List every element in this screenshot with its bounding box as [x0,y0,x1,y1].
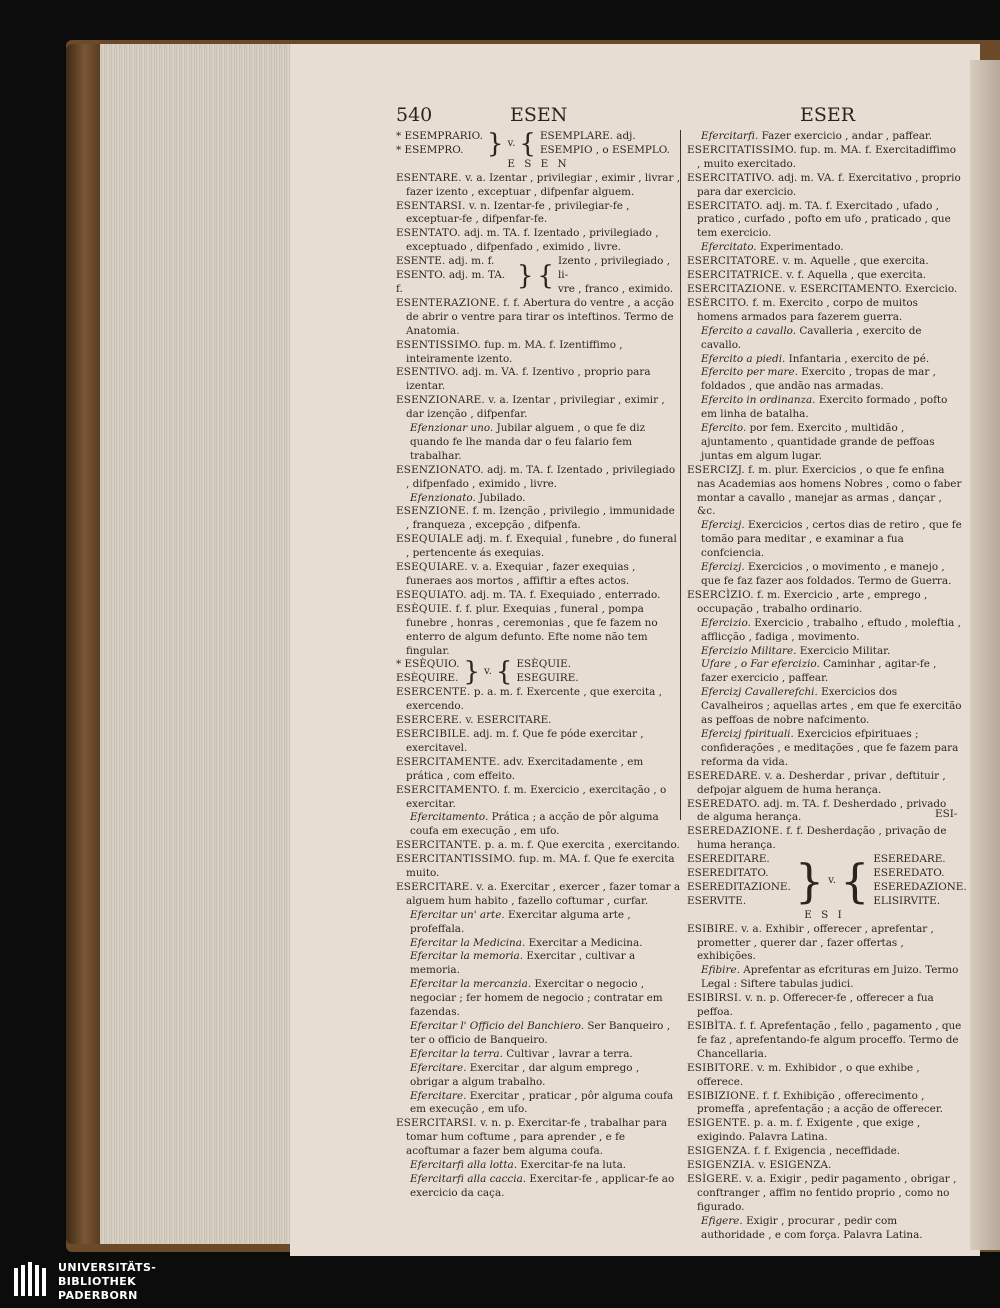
dictionary-entry [396,881,681,909]
entry-definition: v. n. p. Exercitar-fe , trabalhar para tomar hum coftume , para aprender , e fe acoftumar a fazer bem alguma coufa. [406,1117,668,1158]
dictionary-subentry [396,1020,681,1048]
entry-definition: v. m. Exhibidor , o que exhibe , offerece. [697,1061,920,1088]
subentry-definition: Exercicio Militar. [799,644,891,657]
dictionary-entry [396,728,681,756]
dictionary-entry [396,714,681,728]
cross-reference-term: ESENTE. adj. m. f. [396,255,495,268]
entry-definition: f. m. Izenção , privilegio , immunidade , franqueza , excepção , difpenfa. [406,505,675,532]
subentry-phrase: Efercitare. [410,1089,467,1102]
library-line: UNIVERSITÄTS- [58,1261,157,1274]
entry-definition: fup. m. MA. f. Izentiffimo , inteiramente izento. [406,338,623,365]
right-running-head: ESER [800,104,856,126]
dictionary-subentry [687,1215,962,1243]
entry-headword: ESERCITANTE. [396,839,482,852]
library-line: PADERBORN [58,1289,138,1302]
section-letter-heading: E S E N [507,157,570,170]
entry-headword: ESENZIONATO. [396,463,484,476]
dictionary-subentry [396,1173,681,1201]
entry-headword: ESIGENZIA. [687,1159,755,1172]
entry-headword: ESERCITATISSIMO. [687,143,797,156]
entry-headword: ESEREDARE. [687,769,762,782]
entry-headword: ESÌGERE. [687,1172,743,1185]
entry-headword: ESIBITORE. [687,1061,754,1074]
cross-reference-term: ESERVITE. [687,894,747,907]
dictionary-entry [687,798,962,826]
subentry-phrase: Efibire. [701,964,740,977]
entry-definition: v. a. Izentar , privilegiar , eximir , livrar , fazer izento , exceptuar , difpenfar alguem. [406,171,681,198]
dictionary-entry [396,603,681,659]
dictionary-subentry [687,561,962,589]
entry-headword: ESENTARSI. [396,199,466,212]
subentry-definition: Exercitar-fe na luta. [520,1159,627,1172]
cross-reference-target: ESÈQUIE. [516,658,571,671]
dictionary-subentry [687,645,962,659]
brace-symbol: { [840,853,870,908]
dictionary-subentry [396,811,681,839]
brace-symbol: } [463,657,480,688]
subentry-phrase: Efercito per mare. [701,366,798,379]
cross-reference-group [396,130,681,158]
entry-headword: ESERCERE. [396,714,463,727]
entry-definition: adj. m. TA. f. Izentado , privilegiado , exceptuado , difpenfado , eximido , livre. [406,227,659,254]
entry-headword: ESERCITATORE. [687,255,780,268]
subentry-phrase: Efercizio. [701,616,751,629]
dictionary-entry [687,1117,962,1145]
entry-definition: f. m. Exercito , corpo de muitos homens armados para fazerem guerra. [697,296,918,323]
dictionary-subentry [396,492,681,506]
subentry-phrase: Efercitamento. [410,811,489,824]
brace-symbol: { [495,657,513,688]
entry-headword: ESERCITATO. [687,199,763,212]
entry-headword: ESENZIONARE. [396,394,485,407]
cross-reference-terms [687,853,791,909]
brace-symbol: } [516,261,534,292]
page-number: 540 [396,104,433,126]
left-running-head: ESEN [510,104,568,126]
cross-reference-term: ESEREDITARE. [687,853,770,866]
entry-definition: p. a. m. f. Que exercita , exercitando. [484,839,680,852]
brace-symbol: { [537,261,554,292]
cross-reference-target: ELISIRVITE. [873,894,941,907]
dictionary-entry [687,200,962,242]
subentry-definition: Exercitar o negocio , negociar ; fer homem de negocio ; contratar em fazendas. [410,978,663,1019]
cross-reference-term: ESÈQUIRE. [396,672,459,685]
dictionary-entry [687,589,962,617]
cross-reference-group [687,853,967,909]
subentry-definition: Exercicios dos Cavalheiros ; aquellas artes , em que fe exercitão as peffoas de nobre nafcimento. [701,686,962,727]
subentry-definition: Aprefentar as efcrituras em Juizo. Termo Legal : Siftere tabulas judici. [701,964,959,991]
dictionary-subentry [396,1090,681,1118]
entry-definition: f. f. Aprefentação , fello , pagamento , que fe faz , aprefentando-fe algum proceffo. Termo de Chancellaria. [697,1020,962,1060]
subentry-definition: Fazer exercicio , andar , paffear. [761,130,933,142]
subentry-phrase: Efercito in ordinanza. [701,394,816,407]
column-divider [680,130,681,820]
dictionary-entry [687,825,962,853]
entry-definition: p. a. m. f. Exercente , que exercita , exercendo. [406,686,662,713]
entry-definition: fup. m. MA. f. Que fe exercita muito. [406,853,675,880]
entry-headword: ESENTARE. [396,171,462,184]
subentry-phrase: Efercizj. [701,519,745,532]
dictionary-entry [687,464,962,520]
entry-definition: adj. m. TA. f. Exercitado , ufado , pratico , curfado , pofto em ufo , praticado , que tem exercicio. [697,199,951,240]
cross-reference-term: * ESEMPRARIO. [396,130,483,142]
subentry-definition: Exercito , tropas de mar , foldados , que andão nas armadas. [701,366,936,393]
dictionary-entry [396,394,681,422]
entry-headword: ESERCITAMENTE. [396,755,500,768]
entry-definition: fup. m. MA. f. Exercitadiffimo , muito exercitado. [697,143,956,170]
entry-headword: ESERCITAZIONE. [687,282,786,295]
subentry-phrase: Efercitar la Medicina. [410,936,526,949]
entry-headword: ESEREDATO. [687,797,761,810]
cross-reference-target: Izento , privilegiado , li- [557,255,671,282]
dictionary-subentry [687,617,962,645]
entry-headword: ESIBIRE. [687,922,738,935]
subentry-definition: Exercitar , cultivar a memoria. [410,950,636,977]
cross-reference-term: ESEREDITAZIONE. [687,880,791,893]
dictionary-entry [396,172,681,200]
cross-reference-term: * ESEMPRO. [396,143,464,156]
subentry-definition: Exercitar , dar algum emprego , obrigar a algum trabalho. [410,1061,640,1088]
entry-headword: ESENZIONE. [396,505,470,518]
cross-reference-terms [396,130,483,158]
cross-reference-group [396,255,681,297]
dictionary-entry [687,144,962,172]
dictionary-subentry [687,964,962,992]
dictionary-entry [687,283,962,297]
entry-definition: v. ESERCITAMENTO. Exercicio. [788,282,958,295]
cross-reference-target: vre , franco , eximido. [557,282,674,295]
subentry-phrase: Efercizj fpirituali. [701,727,794,740]
subentry-definition: por fem. Exercito , multidão , ajuntamento , quantidade grande de peffoas juntas em algum lugar. [701,422,935,462]
brace-symbol: } [794,853,825,908]
dictionary-subentry [687,686,962,728]
entry-headword: ESERCIBILE. [396,727,470,740]
dictionary-entry [396,589,681,603]
entry-headword: ESERCÌZIO. [687,588,754,601]
cross-reference-target: ESEGUIRE. [516,672,579,685]
entry-definition: v. a. Exigir , pedir pagamento , obrigar , conftranger , affim no fentido proprio , como no figurado. [697,1172,957,1213]
entry-headword: ESERCITANTISSIMO. [396,853,516,866]
library-line: BIBLIOTHEK [58,1275,137,1288]
dictionary-entry [687,770,962,798]
entry-headword: ESEREDAZIONE. [687,825,783,838]
subentry-definition: Ser Banqueiro , ter o officio de Banqueiro. [410,1020,671,1046]
entry-definition: adj. m. f. Exequial , funebre , do funeral , pertencente ás exequias. [406,533,677,560]
subentry-phrase: Efercizio Militare. [701,644,797,657]
subentry-definition: Exercicios efpirituaes ; confiderações , e meditações , que fe fazem para reforma da vida. [701,727,959,768]
entry-headword: ESEQUIALE [396,533,464,546]
subentry-definition: Prática ; a acção de pôr alguma coufa em execução , em ufo. [410,811,659,838]
entry-definition: v. n. p. Offerecer-fe , offerecer a fua peffoa. [697,992,934,1019]
entry-definition: f. f. Exhibição , offerecimento , promeffa , aprefentação ; a acção de offerecer. [697,1089,943,1116]
entry-headword: ESÈQUIE. [396,602,453,615]
dictionary-entry [396,297,681,339]
subentry-phrase: Efercizj. [701,561,745,574]
subentry-definition: Exercicios , certos dias de retiro , que fe tomão para meditar , e examinar a fua confciencia. [701,519,962,560]
cross-reference-term: * ESÈQUIO. [396,658,460,671]
entry-headword: ESEQUIARE. [396,561,468,574]
dictionary-entry [687,1062,962,1090]
entry-definition: f. f. Abertura do ventre , a acção de abrir o ventre para tirar os inteftinos. Termo de Anatomia. [406,296,674,337]
entry-definition: adj. m. TA. f. Exequiado , enterrado. [470,588,661,601]
dictionary-entry [396,366,681,394]
cross-reference-terms [396,658,459,686]
cross-reference-targets [516,658,578,686]
entry-headword: ESIBÌTA. [687,1020,737,1032]
subentry-phrase: Efercitarfi alla caccia. [410,1172,527,1185]
subentry-phrase: Efenzionar uno. [410,422,494,435]
subentry-definition: Experimentado. [759,241,844,254]
subentry-phrase: Efercitare. [410,1061,467,1074]
entry-headword: ESERCITARSI. [396,1117,477,1130]
entry-headword: ESIGENZA. [687,1145,751,1158]
entry-headword: ESENTATO. [396,227,461,240]
cross-reference-targets [873,853,966,909]
subentry-phrase: Efercitarfi. [701,130,759,142]
entry-headword: ESEQUIATO. [396,588,467,601]
cross-reference-target: ESEREDAZIONE. [873,880,967,893]
dictionary-entry [396,227,681,255]
dictionary-subentry [396,950,681,978]
subentry-phrase: Efercito a cavallo. [701,324,797,337]
cross-reference-target: ESEREDARE. [873,853,946,866]
entry-headword: ESIGENTE. [687,1117,751,1130]
dictionary-subentry [687,519,962,561]
subentry-phrase: Efercito. [701,422,747,435]
entry-definition: adj. m. f. Que fe póde exercitar , exercitavel. [406,727,644,754]
dictionary-subentry [687,325,962,353]
entry-headword: ESERCITAMENTO. [396,783,501,796]
dictionary-entry [396,561,681,589]
subentry-phrase: Ufare , o Far efercizio. [701,658,820,671]
dictionary-subentry [687,728,962,770]
see-abbreviation: v. [828,873,837,886]
dictionary-subentry [687,241,962,255]
dictionary-entry [396,686,681,714]
subentry-phrase: Efercitar la terra. [410,1047,503,1060]
dictionary-entry [396,339,681,367]
subentry-definition: Exercitar alguma arte , profeffala. [410,908,631,935]
dictionary-subentry [396,937,681,951]
cross-reference-term: ESEREDITATO. [687,867,769,880]
book-spine [66,44,100,1244]
cross-reference-target: ESEREDATO. [873,867,945,880]
entry-headword: ESERCENTE. [396,686,471,699]
subentry-phrase: Efenzionato. [410,491,476,504]
subentry-phrase: Efercito a piedi. [701,352,786,365]
cross-reference-targets [540,130,670,158]
page-edges [100,44,290,1244]
entry-definition: adj. m. VA. f. Izentivo , proprio para izentar. [406,366,651,393]
entry-definition: v. a. Exequiar , fazer exequias , funeraes aos mortos , affiftir a eftes actos. [406,561,636,587]
subentry-phrase: Efercitato. [701,241,757,254]
subentry-definition: Exercitar , praticar , pôr alguma coufa em execução , em ufo. [410,1089,674,1116]
dictionary-entry [687,269,962,283]
subentry-definition: Exigir , procurar , pedir com authoridade , e com força. Palavra Latina. [701,1214,923,1241]
dictionary-entry [396,533,681,561]
entry-definition: v. a. Exhibir , offerecer , aprefentar , prometter , querer dar , fazer offertas , exhibições. [697,922,934,963]
dictionary-entry [396,505,681,533]
dictionary-entry [687,255,962,269]
right-column [687,130,967,1243]
subentry-phrase: Efercitar un' arte. [410,908,505,921]
entry-definition: adv. Exercitadamente , em prática , com effeito. [406,755,644,782]
entry-definition: v. a. Izentar , privilegiar , eximir , dar izenção , difpenfar. [406,394,665,421]
dictionary-entry [396,853,681,881]
dictionary-entry [687,1020,962,1062]
entry-headword: ESENTIVO. [396,366,459,379]
subentry-definition: Caminhar , agitar-fe , fazer exercicio , paffear. [701,658,937,685]
see-abbreviation: v. [483,665,492,678]
library-name [58,1261,156,1303]
entry-headword: ESERCITATRICE. [687,269,783,282]
dictionary-subentry [396,1048,681,1062]
entry-definition: adj. m. TA. f. Izentado , privilegiado , difpenfado , eximido , livre. [406,463,676,490]
subentry-definition: Exercicios , o movimento , e manejo , que fe faz fazer aos foldados. Termo de Guerra. [701,561,952,587]
entry-definition: v. a. Desherdar , privar , deftituir , defpojar alguem de huma herança. [697,769,946,796]
entry-definition: f. f. plur. Exequias , funeral , pompa funebre , honras , ceremonias , que fe fazem no enterro de algum defunto. Efte nome não tem fingular. [406,602,658,657]
catchword: ESI- [935,808,958,820]
university-library-logo-icon [12,1262,48,1300]
dictionary-entry [687,1159,962,1173]
dictionary-subentry [396,1062,681,1090]
subentry-phrase: Efercitar la mercanzia. [410,978,532,991]
next-page-edge [970,60,1000,1250]
subentry-definition: Exercicio , trabalho , eftudo , moleftia , afflicção , fadiga , movimento. [701,616,961,643]
left-column [396,130,681,1201]
entry-definition: f. f. Exigencia , neceffidade. [753,1145,901,1158]
dictionary-entry [687,1173,962,1215]
dictionary-entry [396,1117,681,1159]
entry-headword: ESERCITARE. [396,880,473,893]
entry-definition: v. ESIGENZA. [758,1159,832,1172]
entry-headword: ESIBIRSI. [687,992,742,1005]
section-letter-heading: E S I [804,908,845,921]
dictionary-entry [687,172,962,200]
entry-definition: v. f. Aquella , que exercita. [786,269,927,282]
subentry-phrase: Efigere. [701,1214,743,1227]
entry-definition: f. m. Exercicio , exercitação , o exercitar. [406,783,667,810]
dictionary-entry [687,1145,962,1159]
entry-definition: v. a. Exercitar , exercer , fazer tomar a alguem hum habito , fazello coftumar , curfar. [406,880,681,907]
brace-symbol: } [486,128,504,159]
entry-headword: ESENTISSIMO. [396,338,481,351]
dictionary-subentry [687,130,962,144]
entry-definition: adj. m. VA. f. Exercitativo , proprio para dar exercicio. [697,171,961,198]
entry-definition: p. a. m. f. Exigente , que exige , exigindo. Palavra Latina. [697,1117,921,1144]
cross-reference-terms [396,255,513,297]
cross-reference-term: ESENTO. adj. m. TA. f. [396,269,506,295]
subentry-definition: Exercitar a Medicina. [528,936,643,949]
dictionary-subentry [687,422,962,464]
entry-headword: ESERCITATIVO. [687,171,775,184]
subentry-definition: Exercitar-fe , applicar-fe ao exercicio da caça. [410,1172,675,1199]
dictionary-subentry [687,353,962,367]
entry-headword: ESERCIZJ. [687,463,745,476]
dictionary-subentry [396,978,681,1020]
dictionary-subentry [396,909,681,937]
dictionary-entry [687,923,962,965]
dictionary-subentry [687,658,962,686]
subentry-phrase: Efercitarfi alla lotta. [410,1159,518,1172]
subentry-phrase: Efercitar l' Officio del Banchiero. [410,1020,584,1032]
entry-headword: ESIBIZIONE. [687,1089,760,1102]
entry-definition: f. f. Desherdação , privação de huma herança. [697,825,947,852]
dictionary-entry [687,297,962,325]
see-abbreviation: v. [507,136,516,149]
brace-symbol: { [519,128,536,159]
entry-definition: v. m. Aquelle , que exercita. [782,255,929,268]
dictionary-subentry [396,1159,681,1173]
entry-definition: f. m. Exercicio , arte , emprego , occupação , trabalho ordinario. [697,588,928,615]
cross-reference-target: ESEMPLARE. adj. [539,130,636,142]
dictionary-entry [687,992,962,1020]
dictionary-entry [396,200,681,228]
entry-definition: v. ESERCITARE. [465,714,552,727]
subentry-definition: Exercito formado , pofto em linha de batalha. [701,394,948,421]
cross-reference-target: ESEMPIO , o ESEMPLO. [539,143,670,156]
dictionary-entry [687,1090,962,1118]
subentry-phrase: Efercizj Cavallerefchi. [701,686,818,699]
cross-reference-targets [558,255,681,297]
dictionary-entry [396,784,681,812]
dictionary-entry [396,756,681,784]
dictionary-entry [396,464,681,492]
entry-headword: ESENTERAZIONE. [396,296,500,309]
dictionary-subentry [396,422,681,464]
subentry-phrase: Efercitar la memoria. [410,950,524,963]
entry-headword: ESÈRCITO. [687,296,750,309]
cross-reference-group [396,658,681,686]
dictionary-subentry [687,366,962,394]
dictionary-entry [396,839,681,853]
entry-definition: f. m. plur. Exercicios , o que fe enfina nas Academias aos homens Nobres , como o faber montar a cavallo , manejar as armas , dançar , &c. [697,463,962,518]
subentry-definition: Cavalleria , exercito de cavallo. [701,324,922,351]
subentry-definition: Infantaria , exercito de pé. [788,352,930,365]
subentry-definition: Jubilado. [479,491,526,504]
entry-definition: v. n. Izentar-fe , privilegiar-fe , exceptuar-fe , difpenfar-fe. [406,199,630,226]
entry-definition: adj. m. TA. f. Desherdado , privado de alguma herança. [697,797,947,824]
subentry-definition: Cultivar , lavrar a terra. [506,1047,633,1060]
dictionary-subentry [687,394,962,422]
subentry-definition: Jubilar alguem , o que fe diz quando fe lhe manda dar o feu falario fem trabalhar. [410,422,646,462]
